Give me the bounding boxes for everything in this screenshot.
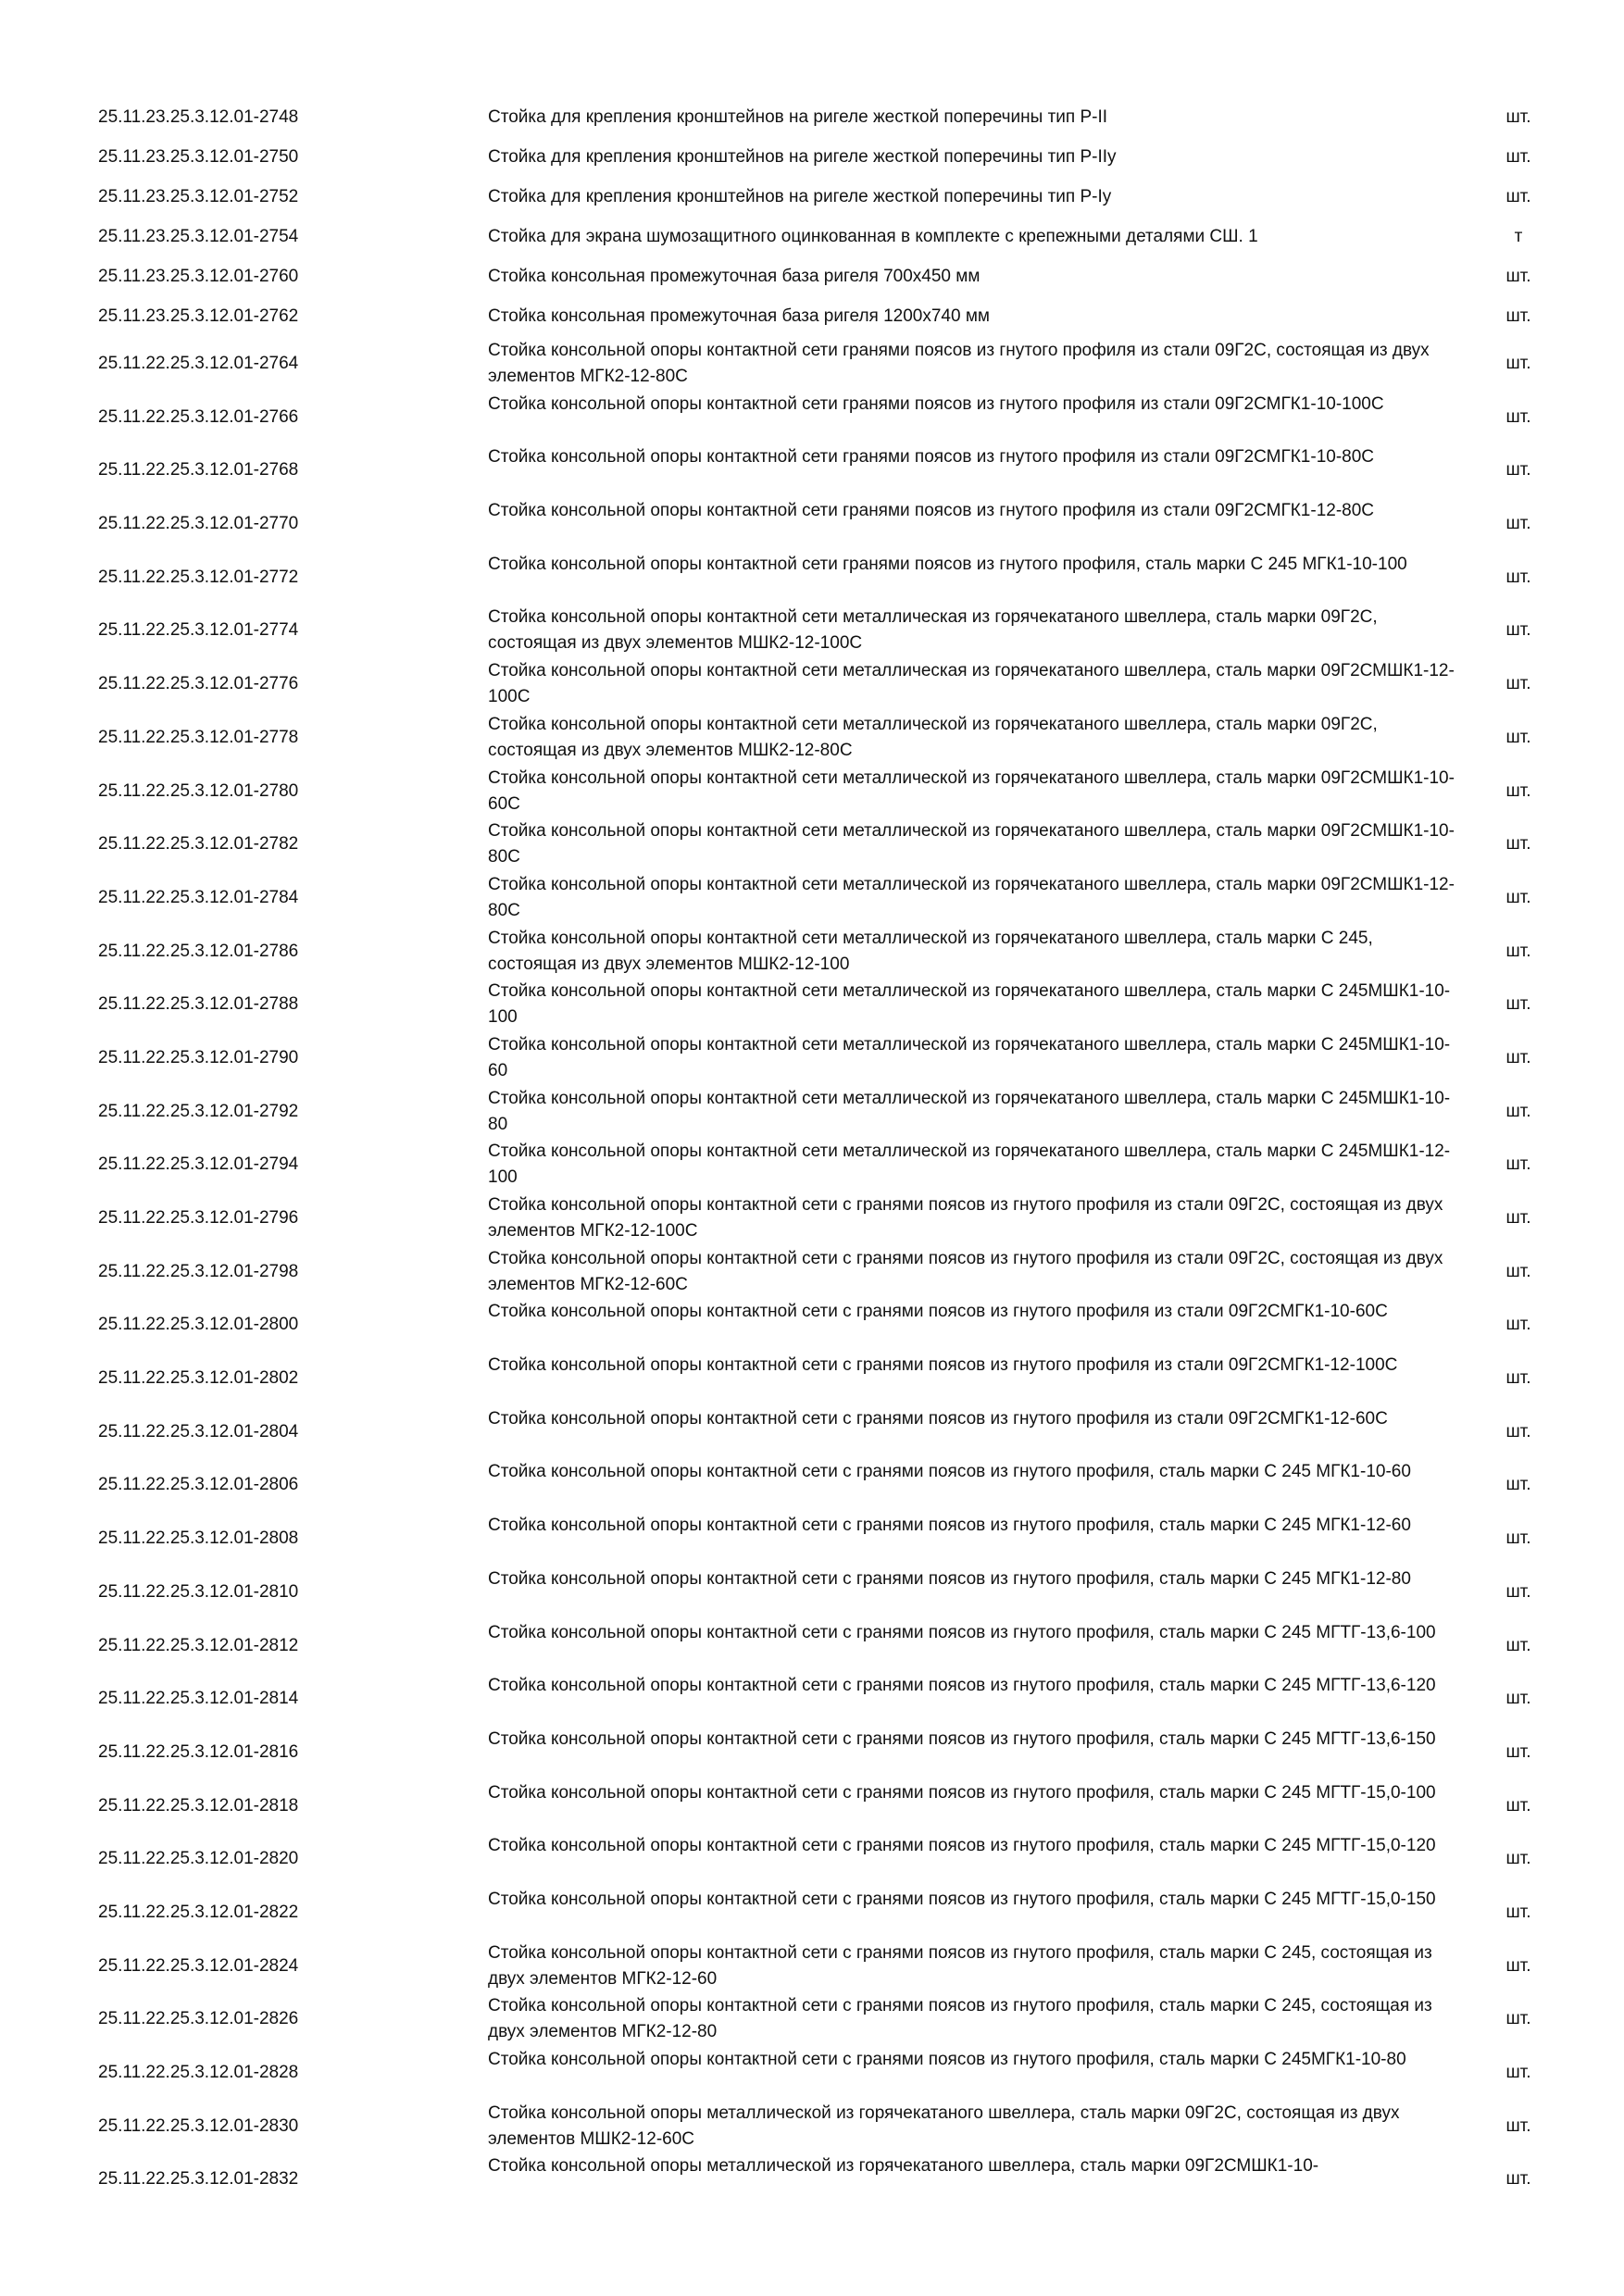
item-unit: шт.	[1505, 727, 1531, 747]
item-unit: шт.	[1505, 1475, 1531, 1495]
item-code: 25.11.22.25.3.12.01-2764	[98, 354, 299, 373]
item-code: 25.11.22.25.3.12.01-2780	[98, 780, 299, 801]
item-code: 25.11.22.25.3.12.01-2794	[98, 1154, 299, 1175]
item-code: 25.11.22.25.3.12.01-2784	[98, 887, 299, 907]
item-description: Стойка консольной опоры контактной сети с гранями поясов из гнутого профиля из стали 09Г2СМГК1-10-60С	[488, 1302, 1388, 1322]
item-unit: шт.	[1505, 1315, 1531, 1335]
item-description: Стойка консольной опоры контактной сети металлическая из горячекатаного швеллера, сталь марки 09Г2СМШК1-12-100С	[488, 661, 1455, 707]
table-row	[0, 926, 1624, 980]
price-list-table	[0, 99, 1624, 2207]
item-description: Стойка консольной опоры металлической из горячекатаного швеллера, сталь марки 09Г2С, состоящая из двух элементов МШК2-12-60С	[488, 2103, 1400, 2149]
item-description: Стойка консольной опоры контактной сети с гранями поясов из гнутого профиля, сталь марки С 245 МГК1-10-60	[488, 1462, 1411, 1482]
table-row	[0, 979, 1624, 1032]
table-row	[0, 766, 1624, 819]
item-description: Стойка консольной опоры контактной сети гранями поясов из гнутого профиля из стали 09Г2СМГК1-10-80С	[488, 447, 1375, 468]
table-row	[0, 1192, 1624, 1246]
item-code: 25.11.22.25.3.12.01-2806	[98, 1475, 299, 1495]
item-description: Стойка консольной опоры контактной сети металлической из горячекатаного швеллера, сталь марки С 245МШК1-10-60	[488, 1034, 1451, 1080]
item-unit: шт.	[1505, 1581, 1531, 1602]
item-description: Стойка консольной опоры контактной сети металлической из горячекатаного швеллера, сталь марки 09Г2С, состоящая из двух элементов МШК2-12-80С	[488, 714, 1378, 760]
table-row	[0, 1032, 1624, 1086]
item-unit: шт.	[1505, 567, 1531, 587]
item-unit: шт.	[1505, 1101, 1531, 1121]
item-code: 25.11.22.25.3.12.01-2768	[98, 460, 299, 480]
item-unit: шт.	[1505, 1154, 1531, 1175]
item-description: Стойка консольной опоры контактной сети с гранями поясов из гнутого профиля, сталь марки С 245МГК1-10-80	[488, 2050, 1406, 2069]
table-row	[0, 1513, 1624, 1566]
item-description: Стойка для крепления кронштейнов на ригеле жесткой поперечины тип Р-IIу	[488, 147, 1117, 167]
item-unit: шт.	[1505, 267, 1531, 286]
item-unit: шт.	[1505, 887, 1531, 907]
item-code: 25.11.22.25.3.12.01-2778	[98, 727, 299, 747]
item-code: 25.11.22.25.3.12.01-2812	[98, 1635, 299, 1655]
item-code: 25.11.22.25.3.12.01-2824	[98, 1955, 299, 1976]
item-code: 25.11.23.25.3.12.01-2762	[98, 306, 299, 326]
item-unit: шт.	[1505, 2169, 1531, 2190]
item-description: Стойка консольной опоры контактной сети гранями поясов из гнутого профиля из стали 09Г2С, состоящая из двух элементов МГК2-12-80С	[488, 341, 1430, 386]
item-unit: шт.	[1505, 147, 1531, 167]
item-code: 25.11.22.25.3.12.01-2832	[98, 2169, 299, 2190]
item-description: Стойка консольной опоры контактной сети металлической из горячекатаного швеллера, сталь марки С 245МШК1-12-100	[488, 1142, 1451, 1188]
item-unit: шт.	[1505, 941, 1531, 961]
table-row	[0, 1727, 1624, 1780]
item-description: Стойка консольной опоры контактной сети металлической из горячекатаного швеллера, сталь марки С 245МШК1-10-80	[488, 1088, 1451, 1134]
item-unit: шт.	[1505, 780, 1531, 801]
item-code: 25.11.22.25.3.12.01-2766	[98, 406, 299, 427]
item-unit: шт.	[1505, 514, 1531, 534]
item-description: Стойка консольная промежуточная база ригеля 700х450 мм	[488, 267, 981, 286]
table-row	[0, 1940, 1624, 1994]
item-unit: шт.	[1505, 1849, 1531, 1869]
item-unit: шт.	[1505, 1421, 1531, 1441]
item-description: Стойка консольной опоры контактной сети с гранями поясов из гнутого профиля, сталь марки С 245 МГТГ-13,6-150	[488, 1728, 1436, 1749]
item-description: Стойка консольной опоры контактной сети с гранями поясов из гнутого профиля, сталь марки С 245 МГТГ-13,6-100	[488, 1622, 1436, 1642]
item-unit: шт.	[1505, 674, 1531, 694]
table-row	[0, 1993, 1624, 2047]
item-unit: шт.	[1505, 306, 1531, 326]
item-unit: шт.	[1505, 1689, 1531, 1709]
item-unit: шт.	[1505, 107, 1531, 127]
item-description: Стойка консольной опоры металлической из горячекатаного швеллера, сталь марки 09Г2СМШК1-10-	[488, 2156, 1319, 2177]
table-row	[0, 298, 1624, 338]
item-code: 25.11.23.25.3.12.01-2752	[98, 187, 299, 206]
item-code: 25.11.22.25.3.12.01-2790	[98, 1047, 299, 1067]
item-unit: шт.	[1505, 1741, 1531, 1762]
item-code: 25.11.23.25.3.12.01-2754	[98, 227, 299, 246]
item-code: 25.11.22.25.3.12.01-2810	[98, 1581, 299, 1602]
item-description: Стойка консольной опоры контактной сети металлическая из горячекатаного швеллера, сталь марки 09Г2С, состоящая из двух элементов МШК2-12-100С	[488, 607, 1378, 654]
table-row	[0, 258, 1624, 298]
item-unit: шт.	[1505, 2009, 1531, 2029]
table-row	[0, 1353, 1624, 1406]
item-code: 25.11.22.25.3.12.01-2800	[98, 1315, 299, 1335]
item-description: Стойка консольной опоры контактной сети гранями поясов из гнутого профиля из стали 09Г2СМГК1-10-100С	[488, 393, 1384, 414]
table-row	[0, 2153, 1624, 2207]
item-description: Стойка консольной опоры контактной сети с гранями поясов из гнутого профиля, сталь марки С 245 МГТГ-13,6-120	[488, 1676, 1436, 1696]
item-code: 25.11.22.25.3.12.01-2802	[98, 1368, 299, 1389]
item-unit: шт.	[1505, 187, 1531, 206]
item-code: 25.11.22.25.3.12.01-2786	[98, 941, 299, 961]
item-unit: шт.	[1505, 1368, 1531, 1389]
table-row	[0, 1459, 1624, 1513]
item-unit: шт.	[1505, 354, 1531, 373]
table-row	[0, 1299, 1624, 1353]
table-row	[0, 1246, 1624, 1300]
table-row	[0, 338, 1624, 392]
table-row	[0, 1780, 1624, 1834]
item-description: Стойка консольной опоры контактной сети с гранями поясов из гнутого профиля, сталь марки С 245 МГТГ-15,0-120	[488, 1836, 1436, 1856]
item-description: Стойка консольной опоры контактной сети с гранями поясов из гнутого профиля из стали 09Г2С, состоящая из двух элементов МГК2-12-60С	[488, 1248, 1443, 1294]
table-row	[0, 444, 1624, 498]
item-code: 25.11.22.25.3.12.01-2828	[98, 2063, 299, 2082]
table-row	[0, 552, 1624, 605]
item-unit: шт.	[1505, 2063, 1531, 2082]
table-row	[0, 712, 1624, 766]
item-description: Стойка для крепления кронштейнов на ригеле жесткой поперечины тип Р-Iу	[488, 187, 1112, 206]
table-row	[0, 1139, 1624, 1192]
item-code: 25.11.22.25.3.12.01-2818	[98, 1795, 299, 1816]
item-unit: т	[1514, 227, 1523, 246]
item-description: Стойка консольной опоры контактной сети с гранями поясов из гнутого профиля из стали 09Г2С, состоящая из двух элементов МГК2-12-100С	[488, 1195, 1443, 1241]
item-code: 25.11.22.25.3.12.01-2808	[98, 1529, 299, 1549]
table-row	[0, 1673, 1624, 1727]
item-description: Стойка для экрана шумозащитного оцинкованная в комплекте с крепежными деталями СШ. 1	[488, 227, 1258, 246]
item-unit: шт.	[1505, 620, 1531, 641]
table-row	[0, 392, 1624, 445]
table-row	[0, 818, 1624, 872]
item-unit: шт.	[1505, 460, 1531, 480]
item-code: 25.11.23.25.3.12.01-2750	[98, 147, 299, 167]
item-description: Стойка консольной опоры контактной сети с гранями поясов из гнутого профиля, сталь марки С 245 МГТГ-15,0-100	[488, 1782, 1436, 1803]
item-description: Стойка консольной опоры контактной сети с гранями поясов из гнутого профиля, сталь марки С 245 МГК1-12-60	[488, 1516, 1411, 1536]
item-unit: шт.	[1505, 1795, 1531, 1816]
item-unit: шт.	[1505, 994, 1531, 1015]
item-description: Стойка консольной опоры контактной сети с гранями поясов из гнутого профиля из стали 09Г2СМГК1-12-100С	[488, 1355, 1398, 1376]
item-code: 25.11.22.25.3.12.01-2816	[98, 1741, 299, 1762]
item-description: Стойка консольная промежуточная база ригеля 1200х740 мм	[488, 306, 990, 326]
item-description: Стойка консольной опоры контактной сети с гранями поясов из гнутого профиля, сталь марки С 245 МГК1-12-80	[488, 1568, 1411, 1589]
item-unit: шт.	[1505, 1902, 1531, 1922]
item-code: 25.11.22.25.3.12.01-2796	[98, 1208, 299, 1228]
item-description: Стойка консольной опоры контактной сети с гранями поясов из гнутого профиля, сталь марки С 245, состоящая из двух элементов МГК2-12-80	[488, 1996, 1432, 2042]
item-unit: шт.	[1505, 2115, 1531, 2136]
table-row	[0, 2047, 1624, 2101]
item-code: 25.11.22.25.3.12.01-2798	[98, 1261, 299, 1281]
item-code: 25.11.22.25.3.12.01-2792	[98, 1101, 299, 1121]
item-description: Стойка консольной опоры контактной сети гранями поясов из гнутого профиля, сталь марки С 245 МГК1-10-100	[488, 554, 1407, 574]
item-code: 25.11.22.25.3.12.01-2774	[98, 620, 299, 641]
item-unit: шт.	[1505, 406, 1531, 427]
item-description: Стойка консольной опоры контактной сети с гранями поясов из гнутого профиля, сталь марки С 245 МГТГ-15,0-150	[488, 1889, 1436, 1909]
item-unit: шт.	[1505, 1529, 1531, 1549]
table-row	[0, 1887, 1624, 1940]
table-row	[0, 658, 1624, 712]
item-unit: шт.	[1505, 1261, 1531, 1281]
item-description: Стойка для крепления кронштейнов на ригеле жесткой поперечины тип Р-II	[488, 107, 1108, 127]
item-description: Стойка консольной опоры контактной сети металлической из горячекатаного швеллера, сталь марки 09Г2СМШК1-12-80С	[488, 874, 1455, 920]
item-code: 25.11.22.25.3.12.01-2788	[98, 994, 299, 1015]
item-description: Стойка консольной опоры контактной сети с гранями поясов из гнутого профиля, сталь марки С 245, состоящая из двух элементов МГК2-12-60	[488, 1942, 1432, 1989]
item-description: Стойка консольной опоры контактной сети металлической из горячекатаного швеллера, сталь марки С 245МШК1-10-100	[488, 981, 1451, 1028]
table-row	[0, 218, 1624, 258]
item-code: 25.11.22.25.3.12.01-2820	[98, 1849, 299, 1869]
item-code: 25.11.23.25.3.12.01-2760	[98, 267, 299, 286]
table-row	[0, 179, 1624, 218]
item-unit: шт.	[1505, 1955, 1531, 1976]
item-code: 25.11.22.25.3.12.01-2776	[98, 674, 299, 694]
item-description: Стойка консольной опоры контактной сети гранями поясов из гнутого профиля из стали 09Г2СМГК1-12-80С	[488, 501, 1375, 521]
table-row	[0, 1833, 1624, 1887]
item-unit: шт.	[1505, 1635, 1531, 1655]
item-description: Стойка консольной опоры контактной сети металлической из горячекатаного швеллера, сталь марки 09Г2СМШК1-10-80С	[488, 821, 1455, 867]
table-row	[0, 1406, 1624, 1460]
item-unit: шт.	[1505, 1047, 1531, 1067]
item-code: 25.11.23.25.3.12.01-2748	[98, 107, 299, 127]
item-description: Стойка консольной опоры контактной сети металлической из горячекатаного швеллера, сталь марки 09Г2СМШК1-10-60С	[488, 767, 1455, 814]
item-description: Стойка консольной опоры контактной сети металлической из горячекатаного швеллера, сталь марки С 245, состоящая из двух элементов МШК2-12-100	[488, 928, 1373, 974]
table-row	[0, 1620, 1624, 1674]
item-description: Стойка консольной опоры контактной сети с гранями поясов из гнутого профиля из стали 09Г2СМГК1-12-60С	[488, 1408, 1388, 1429]
item-code: 25.11.22.25.3.12.01-2782	[98, 834, 299, 855]
item-code: 25.11.22.25.3.12.01-2830	[98, 2115, 299, 2136]
item-code: 25.11.22.25.3.12.01-2772	[98, 567, 299, 587]
item-code: 25.11.22.25.3.12.01-2770	[98, 514, 299, 534]
table-row	[0, 1566, 1624, 1620]
table-row	[0, 498, 1624, 552]
table-row	[0, 99, 1624, 139]
table-row	[0, 139, 1624, 179]
item-code: 25.11.22.25.3.12.01-2826	[98, 2009, 299, 2029]
item-unit: шт.	[1505, 834, 1531, 855]
table-row	[0, 605, 1624, 658]
table-row	[0, 872, 1624, 926]
table-row	[0, 1086, 1624, 1140]
item-code: 25.11.22.25.3.12.01-2822	[98, 1902, 299, 1922]
item-unit: шт.	[1505, 1208, 1531, 1228]
table-row	[0, 2101, 1624, 2154]
item-code: 25.11.22.25.3.12.01-2804	[98, 1421, 299, 1441]
item-code: 25.11.22.25.3.12.01-2814	[98, 1689, 299, 1709]
